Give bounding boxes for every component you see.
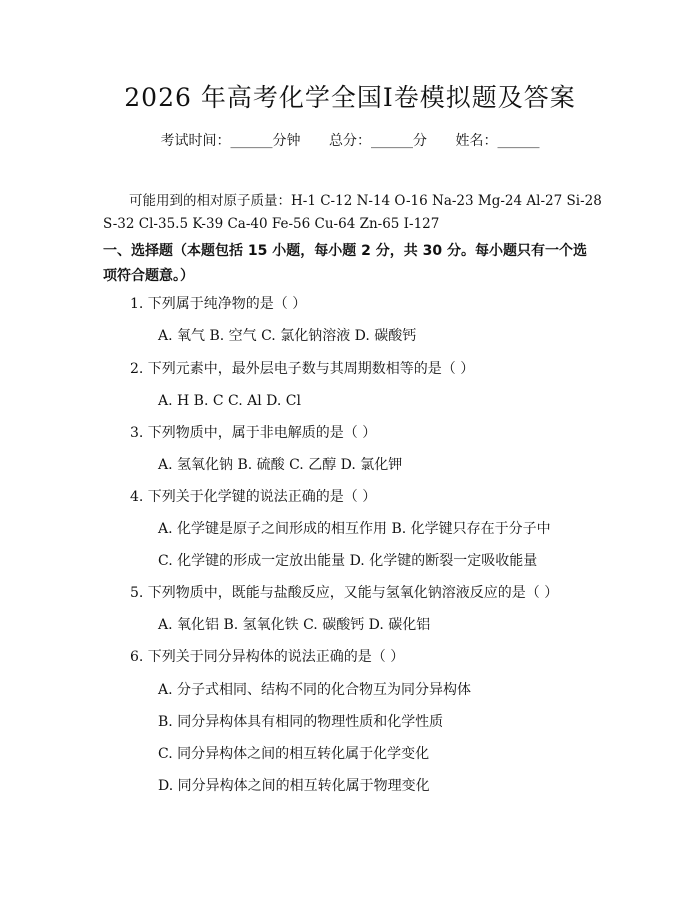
- page-title: 2026 年高考化学全国Ⅰ卷模拟题及答案: [124, 83, 576, 112]
- question-stem: 6. 下列关于同分异构体的说法正确的是（ ）: [130, 649, 405, 665]
- question-option: D. 同分异构体之间的相互转化属于物理变化: [158, 778, 430, 794]
- question-option: A. 分子式相同、结构不同的化合物互为同分异构体: [158, 682, 472, 698]
- question-stem: 3. 下列物质中，属于非电解质的是（ ）: [130, 425, 377, 441]
- question-options: A. 氢氧化钠 B. 硫酸 C. 乙醇 D. 氯化钾: [158, 457, 403, 473]
- total-score-field: 总分：______分: [329, 133, 427, 149]
- exam-time-field: 考试时间：______分钟: [160, 133, 301, 149]
- question-options: C. 化学键的形成一定放出能量 D. 化学键的断裂一定吸收能量: [158, 553, 538, 569]
- question-options: A. 氧气 B. 空气 C. 氯化钠溶液 D. 碳酸钙: [158, 328, 417, 344]
- atomic-masses-note: 可能用到的相对原子质量：H-1 C-12 N-14 O-16 Na-23 Mg-24 Al-27 Si-28 S-32 Cl-35.5 K-39 Ca-40 Fe-56 Cu-64 Zn-65 I-127: [103, 193, 602, 232]
- exam-info-line: [0, 129, 700, 153]
- section-heading: 一、选择题（本题包括 15 小题，每小题 2 分，共 30 分。每小题只有一个选项符合题意。）: [103, 243, 587, 284]
- question-options: A. 氧化铝 B. 氢氧化铁 C. 碳酸钙 D. 碳化铝: [158, 617, 431, 633]
- question-option: C. 同分异构体之间的相互转化属于化学变化: [158, 746, 430, 762]
- question-options: A. 化学键是原子之间形成的相互作用 B. 化学键只存在于分子中: [158, 521, 551, 537]
- question-stem: 4. 下列关于化学键的说法正确的是（ ）: [130, 489, 377, 505]
- student-name-field: 姓名：______: [455, 133, 540, 149]
- question-stem: 5. 下列物质中，既能与盐酸反应，又能与氢氧化钠溶液反应的是（ ）: [130, 585, 559, 601]
- question-stem: 1. 下列属于纯净物的是（ ）: [130, 296, 307, 312]
- question-stem: 2. 下列元素中，最外层电子数与其周期数相等的是（ ）: [130, 361, 475, 377]
- question-option: B. 同分异构体具有相同的物理性质和化学性质: [158, 714, 444, 730]
- question-options: A. H B. C C. Al D. Cl: [158, 393, 301, 409]
